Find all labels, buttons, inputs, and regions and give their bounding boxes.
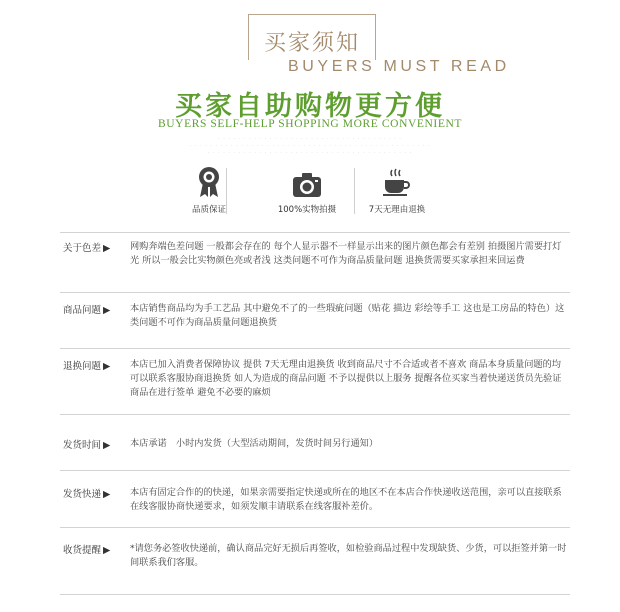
notice-label: 发货时间 ▶ [63, 440, 111, 451]
award-ribbon-icon [164, 166, 254, 198]
notice-text: 本店承诺 小时内发货（大型活动期间，发货时间另行通知） [130, 438, 379, 449]
divider [60, 232, 570, 233]
divider [60, 414, 570, 415]
notice-text: 本店已加入消费者保障协议 提供 7天无理由退换货 收到商品尺寸不合适或者不喜欢 商品本身质量问题的均可以联系客服协商退换货 如人为造成的商品问题 不予以提供以上服务 提醒各位买家当着快递送货员先验证商品在进行签单 避免不必要的麻烦 [130, 359, 562, 398]
feature-label: 100%实物拍摄 [277, 205, 337, 215]
divider [60, 292, 570, 293]
faint-decoration-line: · · · · · · · · · · · · · · · · · · · · · · · · · · · · · · · · · · · · · · · · · · · · · · · [189, 143, 431, 149]
notice-label: 关于色差 ▶ [63, 243, 111, 254]
feature-quality [164, 166, 254, 215]
divider [60, 470, 570, 471]
divider [60, 348, 570, 349]
faint-decoration-line: · · · · · · · · · · · · · · · · · · · · · · · · · · · · · · · · · · · · · · · · [207, 150, 413, 156]
feature-real-photo [262, 166, 352, 215]
page-title-english: BUYERS MUST READ [288, 58, 510, 75]
faint-decoration-line: · · · · · · · · · · · · · · · · · · · · · · · · · · · · · · · · · · · · [218, 136, 402, 142]
notice-label: 发货快递 ▶ [63, 489, 111, 500]
notice-text: *请您务必签收快递前，确认商品完好无损后再签收，如检验商品过程中发现缺货、少货，可以拒签并第一时间联系我们客服。 [130, 543, 567, 568]
feature-label: 品质保证 [191, 205, 226, 215]
feature-label: 7天无理由退换 [368, 205, 426, 215]
divider [60, 594, 570, 595]
camera-icon [262, 166, 352, 198]
notice-label: 商品问题 ▶ [63, 305, 111, 316]
notice-text: 本店有固定合作的的快递，如果亲需要指定快递或所在的地区不在本店合作快递收送范围，亲可以直接联系在线客服协商快递要求，如须发顺丰请联系在线客服补差价。 [130, 487, 562, 512]
notice-label: 收货提醒 ▶ [63, 545, 111, 556]
coffee-cup-icon [352, 166, 442, 198]
notice-text: 本店销售商品均为手工艺品 其中避免不了的一些瑕疵问题（贴花 描边 彩绘等手工 这也是工房品的特色）这类问题不可作为商品质量问题退换货 [130, 303, 565, 328]
page-title: 买家须知 [263, 31, 360, 56]
notice-label: 退换问题 ▶ [63, 361, 111, 372]
feature-strip [0, 166, 620, 224]
notice-text: 网购奔端色差问题 一般都会存在的 每个人显示器不一样显示出来的图片颜色都会有差别 拍摄图片需要打灯光 所以一般会比实物颜色亮或者浅 这类问题不可作为商品质量问题 退换货需要买家承担来回运费 [130, 241, 562, 266]
divider [226, 168, 227, 214]
headline: 买家自助购物更方便 [175, 91, 445, 122]
divider [60, 527, 570, 528]
feature-returns [352, 166, 442, 215]
subheadline: BUYERS SELF-HELP SHOPPING MORE CONVENIENT [157, 118, 463, 130]
